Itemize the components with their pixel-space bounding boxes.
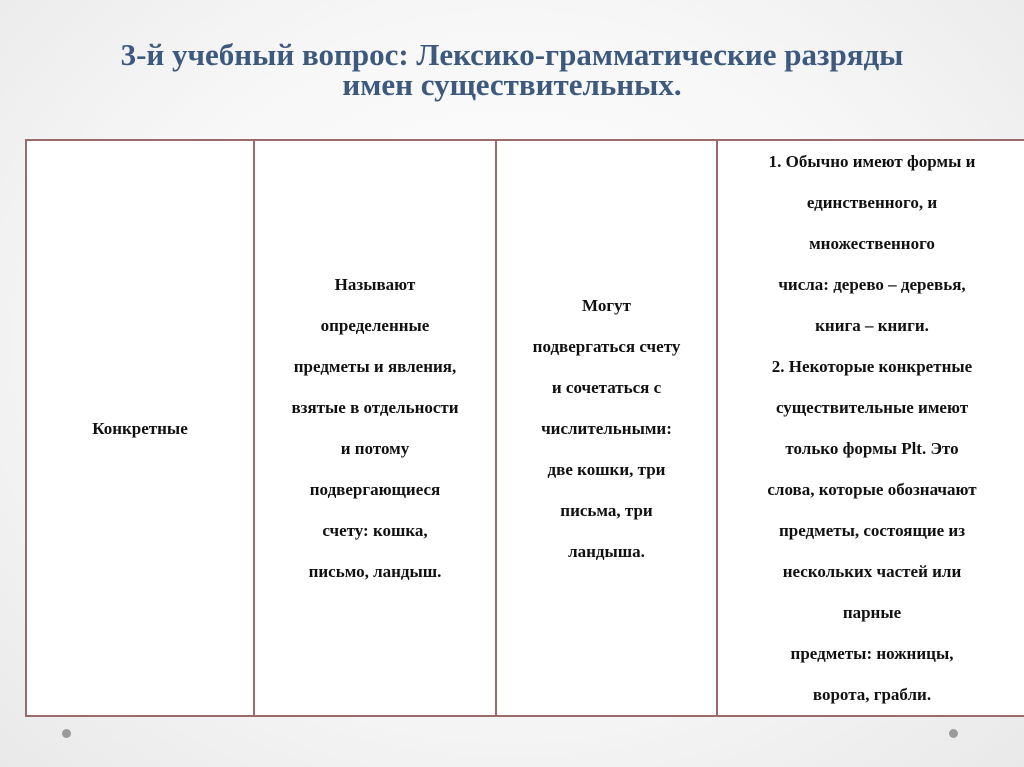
decorative-dot-left [62, 729, 71, 738]
decorative-dot-right [949, 729, 958, 738]
noun-categories-table [25, 139, 1024, 717]
category-label: Конкретные [92, 418, 188, 438]
title-line-1: 3-й учебный вопрос: Лексико-грамматические разряды [120, 37, 904, 72]
category-cell [26, 140, 254, 716]
number-forms-text: 1. Обычно имеют формы и единственного, и множественного числа: дерево – деревья, книга – книги. 2. Некоторые конкретные существительные имеют только формы Plt. Это слова, которые обозначают предметы, состоящие из нескольких частей или парные предметы: ножницы, ворота, грабли. [767, 152, 977, 704]
title-line-2: имен существительных. [342, 67, 682, 102]
definition-cell [254, 140, 496, 716]
number-forms-cell [717, 140, 1024, 716]
counting-text: Могут подвергаться счету и сочетаться с числительными: две кошки, три письма, три ландыша. [532, 295, 681, 561]
counting-cell [496, 140, 717, 716]
definition-text: Называют определенные предметы и явления, взятые в отдельности и потому подвергающиеся счету: кошка, письмо, ландыш. [291, 275, 459, 581]
slide-title [40, 37, 984, 102]
table-row [26, 140, 1024, 716]
